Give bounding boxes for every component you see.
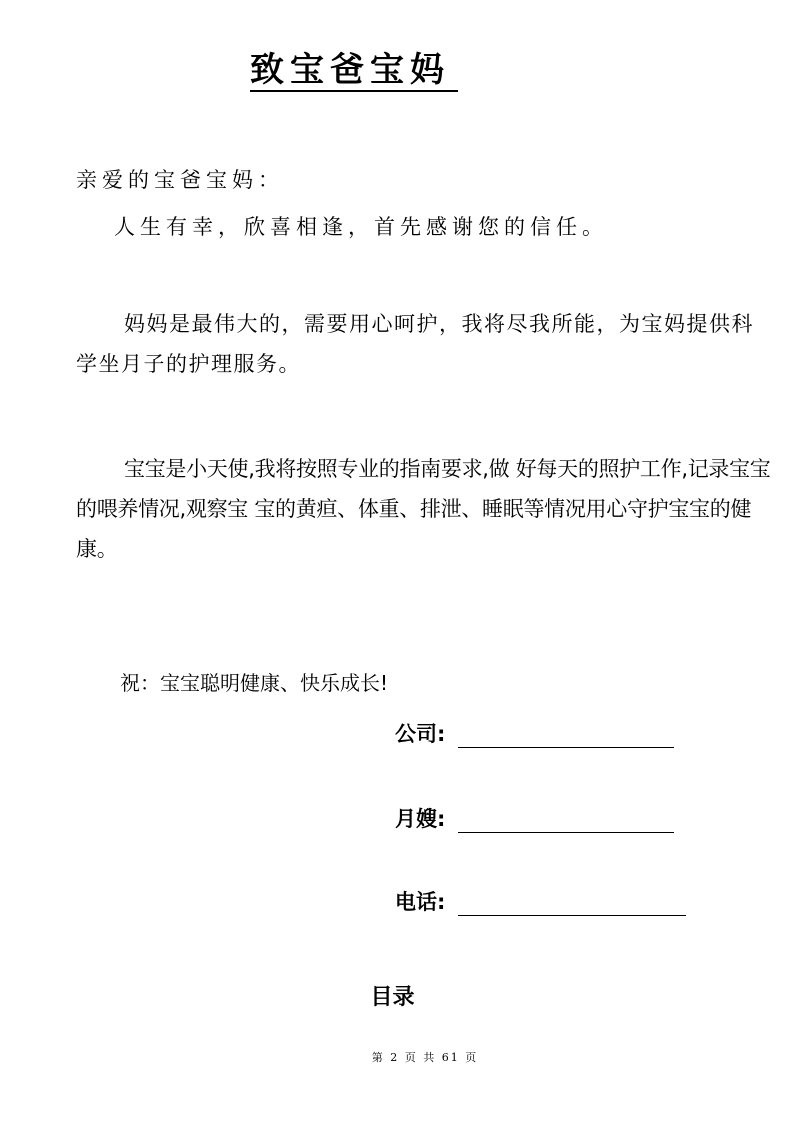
phone-label: 电话:	[395, 890, 446, 914]
paragraph-baby-care: 宝宝是小天使,我将按照专业的指南要求,做 好每天的照护工作,记录宝宝的喂养情况,观察宝 宝的黄疸、体重、排泄、睡眠等情况用心守护宝宝的健康。	[76, 457, 771, 561]
paragraph-greeting: 人生有幸，欣喜相逢，首先感谢您的信任。	[114, 215, 608, 239]
toc-heading: 目录	[370, 985, 415, 1010]
document-title: 致宝爸宝妈	[250, 50, 450, 90]
page-footer: 第 2 页 共 61 页	[371, 1051, 479, 1064]
phone-blank-line	[458, 915, 686, 916]
nanny-label: 月嫂:	[395, 807, 446, 831]
nanny-blank-line	[458, 832, 674, 833]
title-underline	[250, 90, 458, 92]
closing-wish: 祝：宝宝聪明健康、快乐成长!	[120, 671, 389, 695]
company-label: 公司:	[395, 722, 446, 746]
company-blank-line	[458, 747, 674, 748]
salutation: 亲爱的宝爸宝妈：	[76, 168, 284, 192]
paragraph-mother-care: 妈妈是最伟大的，需要用心呵护，我将尽我所能，为宝妈提供科学坐月子的护理服务。	[76, 312, 754, 376]
